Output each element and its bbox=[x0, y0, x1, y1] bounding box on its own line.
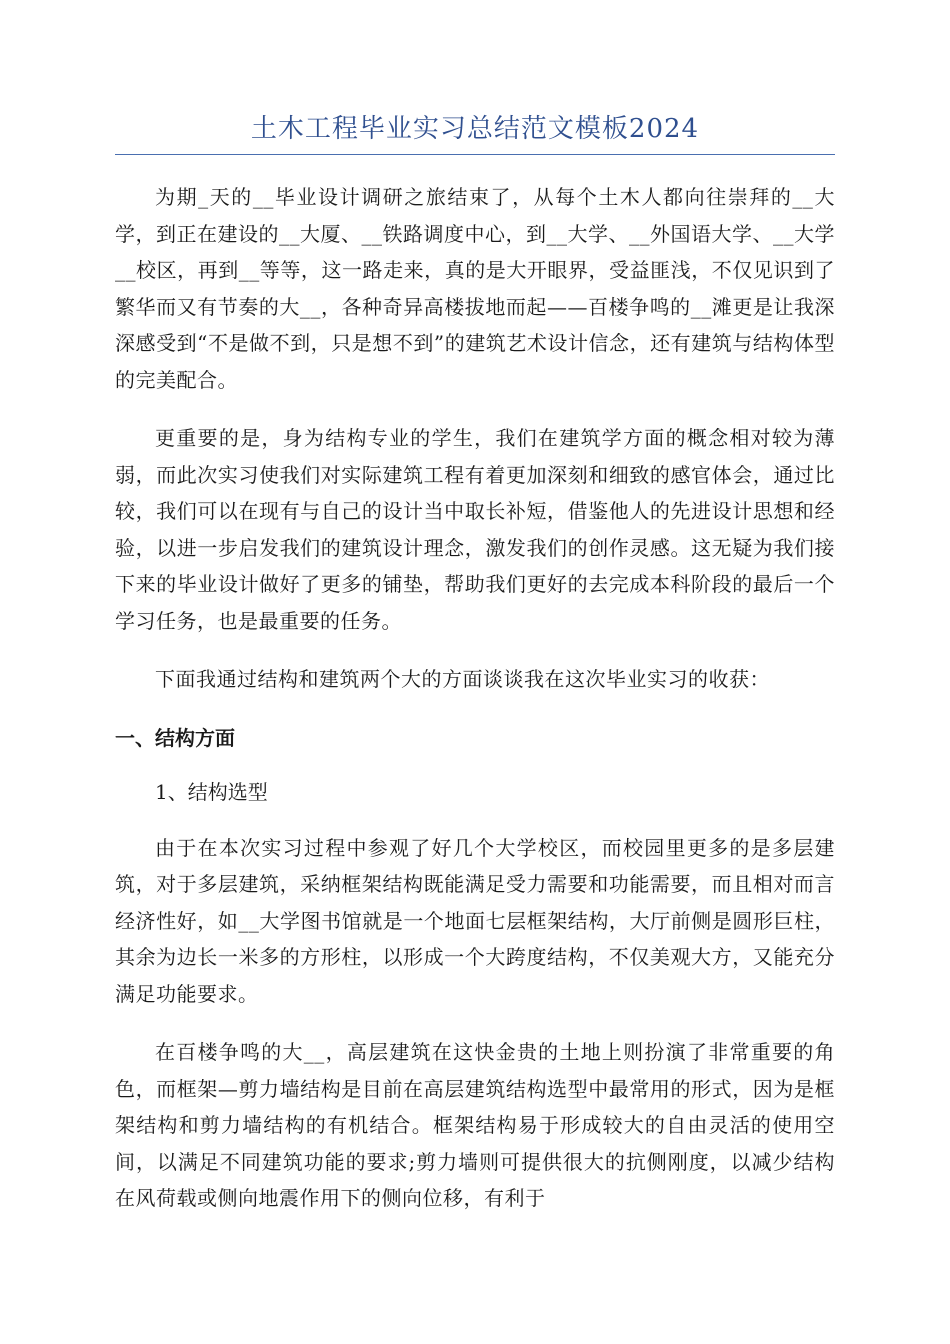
subsection-heading-structure-selection: 1、结构选型 bbox=[155, 779, 268, 804]
paragraph-highrise: 在百楼争鸣的大__，高层建筑在这快金贵的土地上则扮演了非常重要的角色，而框架—剪力墙结构是目前在高层建筑结构选型中最常用的形式，因为是框架结构和剪力墙结构的有机结合。框架结构易于形成较大的自由灵活的使用空间，以满足不同建筑功能的要求;剪力墙则可提供很大的抗侧刚度，以减少结构在风荷载或侧向地震作用下的侧向位移，有利于 bbox=[115, 1040, 835, 1210]
section-heading-structure: 一、结构方面 bbox=[115, 725, 235, 750]
document-title: 土木工程毕业实习总结范文模板2024 bbox=[250, 114, 700, 144]
paragraph-multistory: 由于在本次实习过程中参观了好几个大学校区，而校园里更多的是多层建筑，对于多层建筑，采纳框架结构既能满足受力需要和功能需要，而且相对而言经济性好，如__大学图书馆就是一个地面七层框架结构，大厅前侧是圆形巨柱，其余为边长一米多的方形柱，以形成一个大跨度结构，不仅美观大方，又能充分满足功能要求。 bbox=[115, 835, 835, 1006]
paragraph-overview: 下面我通过结构和建筑两个大的方面谈谈我在这次毕业实习的收获： bbox=[155, 667, 770, 691]
paragraph-importance: 更重要的是，身为结构专业的学生，我们在建筑学方面的概念相对较为薄弱，而此次实习使我们对实际建筑工程有着更加深刻和细致的感官体会，通过比较，我们可以在现有与自己的设计当中取长补短，借鉴他人的先进设计思想和经验，以进一步启发我们的建筑设计理念，激发我们的创作灵感。这无疑为我们接下来的毕业设计做好了更多的铺垫，帮助我们更好的去完成本科阶段的最后一个学习任务，也是最重要的任务。 bbox=[115, 426, 835, 633]
title-underline bbox=[115, 154, 835, 155]
paragraph-intro: 为期_天的__毕业设计调研之旅结束了，从每个土木人都向往崇拜的__大学，到正在建设的__大厦、__铁路调度中心，到__大学、__外国语大学、__大学__校区，再到__等等，这一路走来，真的是大开眼界，受益匪浅，不仅见识到了繁华而又有节奏的大__，各种奇异高楼拔地而起——百楼争鸣的__滩更是让我深深感受到“不是做不到，只是想不到”的建筑艺术设计信念，还有建筑与结构体型的完美配合。 bbox=[115, 185, 835, 392]
